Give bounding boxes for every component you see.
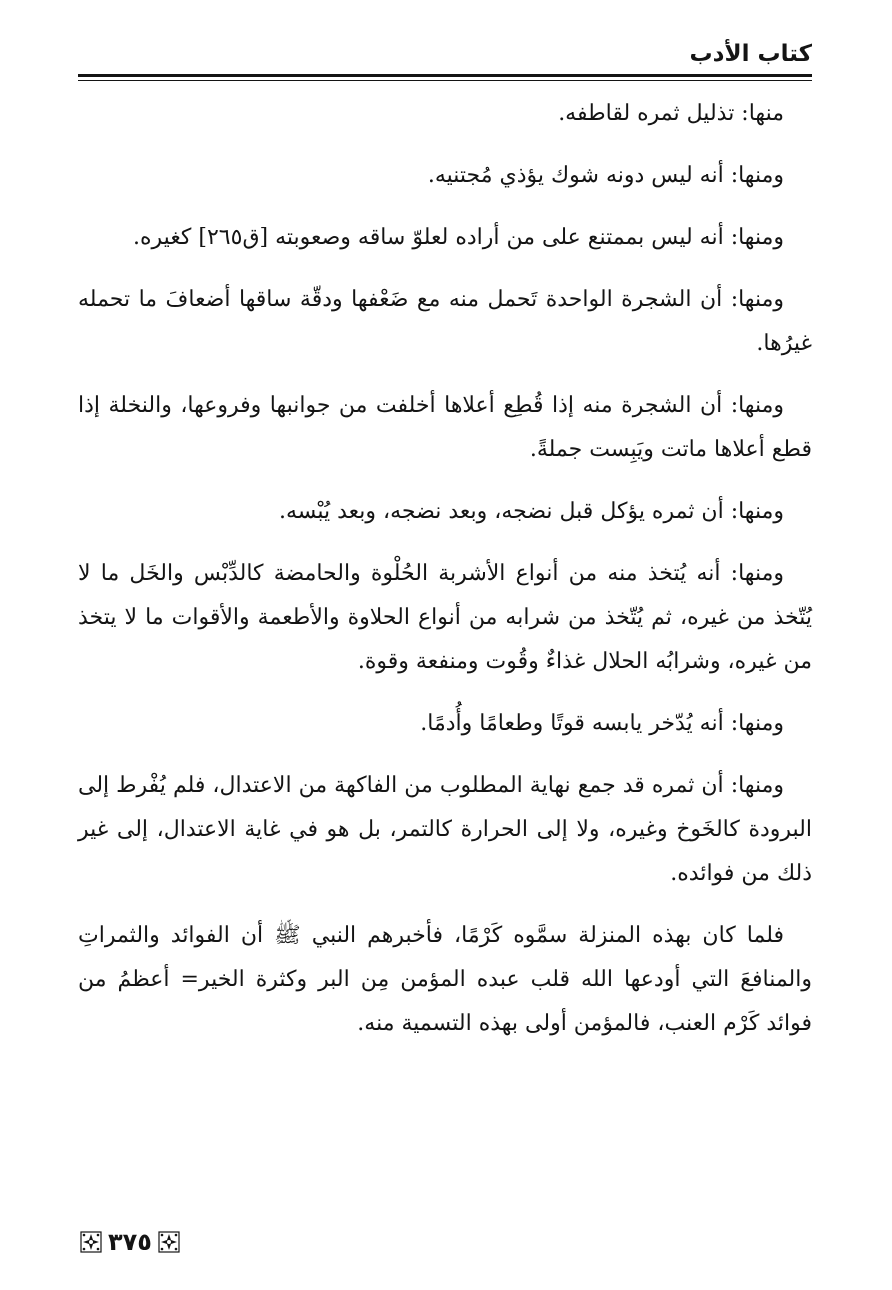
paragraph-3: ومنها: أنه ليس بممتنع على من أراده لعلوّ ساقه وصعوبته [ق٢٦٥] كغيره. xyxy=(133,225,784,250)
page-folio xyxy=(80,1226,180,1258)
paragraph-6: ومنها: أن ثمره يؤكل قبل نضجه، وبعد نضجه، وبعد يُبْسه. xyxy=(278,499,784,524)
paragraph-7: ومنها: أنه يُتخذ منه من أنواع الأشربة الحُلْوة والحامضة كالدِّبْس والخَل ما لا يُتّخذ من غيره، ثم يُتّخذ من شرابه من أنواع الحلاوة والأطعمة والأقوات ما لا يتخذ من غيره، وشرابُه الحلال غذاءٌ وقُوت ومنفعة وقوة. xyxy=(71,561,812,674)
header-rule-thin xyxy=(78,80,812,81)
body-text xyxy=(71,92,812,1064)
paragraph-2: ومنها: أنه ليس دونه شوك يؤذي مُجتنيه. xyxy=(427,163,784,188)
header-rule-thick xyxy=(78,74,812,77)
page-number: ٣٧٥ xyxy=(108,1228,152,1256)
paragraph-8: ومنها: أنه يُدّخر يابسه قوتًا وطعامًا وأُدمًا. xyxy=(420,711,784,736)
paragraph-9: ومنها: أن ثمره قد جمع نهاية المطلوب من الفاكهة من الاعتدال، فلم يُفْرط إلى البرودة كالخَوخ وغيره، ولا إلى الحرارة كالتمر، بل هو في غاية الاعتدال، إلى غير ذلك من فوائده. xyxy=(71,773,812,886)
floral-ornament-icon xyxy=(80,1231,102,1253)
paragraph-5: ومنها: أن الشجرة منه إذا قُطِع أعلاها أخلفت من جوانبها وفروعها، والنخلة إذا قطع أعلاها ماتت ويَبِست جملةً. xyxy=(71,393,812,462)
paragraph-10: فلما كان بهذه المنزلة سمَّوه كَرْمًا، فأخبرهم النبي ﷺ أن الفوائد والثمراتِ والمنافعَ التي أودعها الله قلب عبده المؤمن مِن البر وكثرة الخير= أعظمُ من فوائد كَرْم العنب، فالمؤمن أولى بهذه التسمية منه. xyxy=(71,923,812,1036)
paragraph-1: منها: تذليل ثمره لقاطفه. xyxy=(558,101,784,126)
paragraph-4: ومنها: أن الشجرة الواحدة تَحمل منه مع ضَعْفها ودقّة ساقها أضعافَ ما تحمله غيرُها. xyxy=(71,287,812,356)
running-header xyxy=(78,38,812,78)
floral-ornament-icon xyxy=(158,1231,180,1253)
chapter-title: كتاب الأدب xyxy=(689,41,812,67)
